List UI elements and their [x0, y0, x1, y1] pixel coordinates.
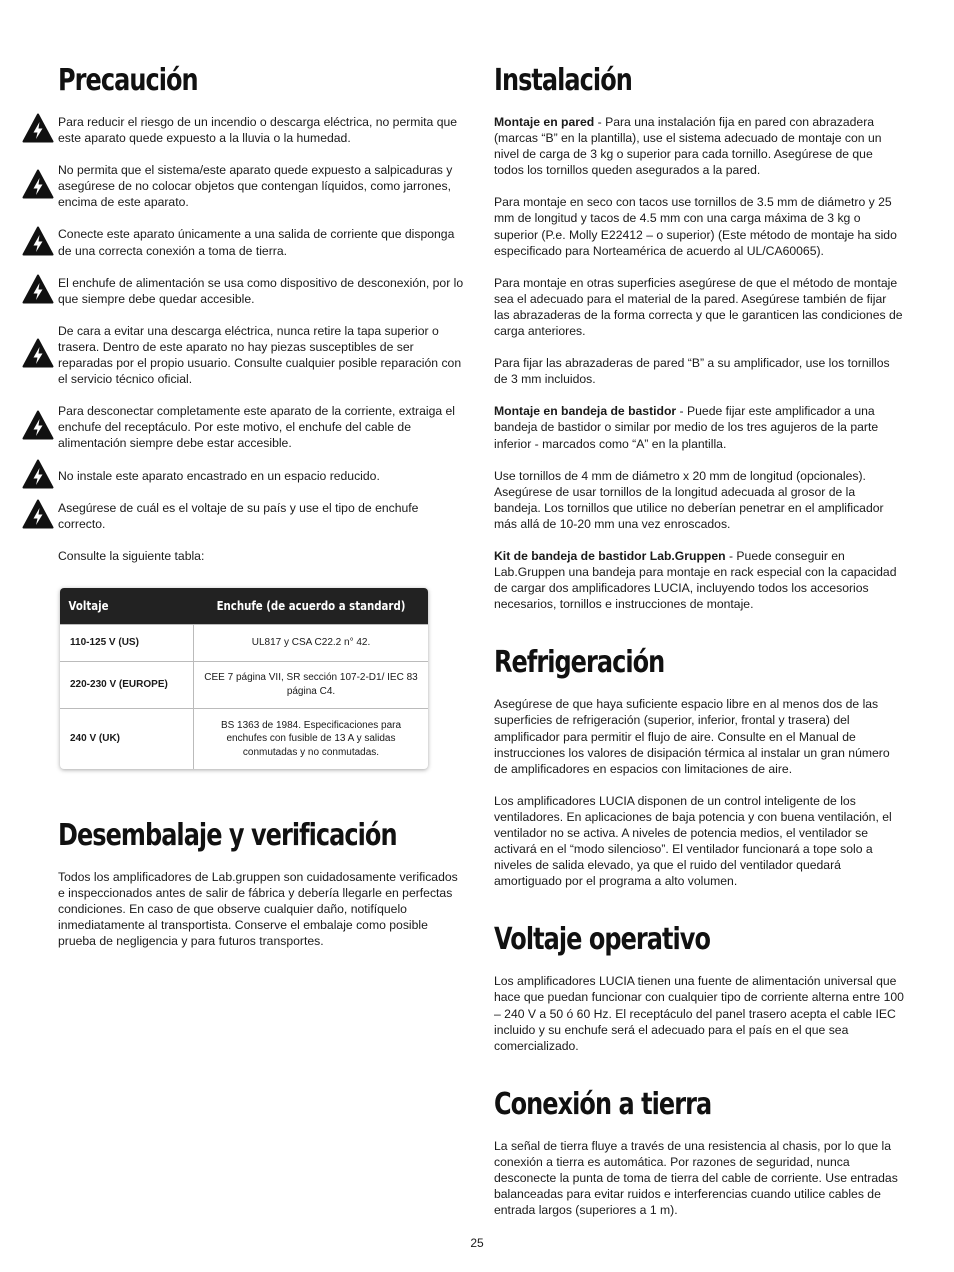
lightning-warning-icon	[22, 226, 54, 256]
warning-text: No instale este aparato encastrado en un espacio reducido.	[58, 468, 380, 483]
inline-bold-term: Kit de bandeja de bastidor Lab.Gruppen	[494, 548, 726, 563]
table-row	[60, 708, 428, 769]
lightning-warning-icon	[22, 338, 54, 368]
table-cell-plug: CEE 7 página VII, SR sección 107-2-D1/ IEC 83 página C4.	[204, 672, 418, 697]
paragraph-text: - Puede conseguir en Lab.Gruppen una bandeja para montaje en rack especial con la capacidad de cargar dos amplificadores LUCIA, incluyendo todos los accesorios necesarios, tornillos e instrucciones de montaje.	[494, 548, 897, 612]
right-column	[494, 60, 904, 1218]
warning-text: Asegúrese de cuál es el voltaje de su país y use el tipo de enchufe correcto.	[58, 500, 419, 531]
voltage-plug-table	[60, 588, 428, 769]
warning-item	[58, 114, 464, 146]
table-header	[60, 588, 428, 624]
lightning-warning-icon	[22, 499, 54, 529]
desembalaje-body: Todos los amplificadores de Lab.gruppen son cuidadosamente verificados e inspeccionados antes de salir de fábrica y debería llegarle en perfectas condiciones. En caso de que observe cualquier daño, notifíquelo inmediatamente al transportista. Conserve el embalaje como posible prueba de negligencia y para futuros transportes.	[58, 869, 458, 949]
warning-item	[58, 468, 464, 484]
paragraph-text: - Puede fijar este amplificador a una bandeja de bastidor o similar por medio de los tres agujeros de la parte inferior - marcados como “A” en la plantilla.	[494, 404, 879, 451]
lightning-warning-icon	[22, 459, 54, 489]
warning-item	[58, 403, 464, 451]
heading-refrigeracion: Refrigeración	[494, 645, 665, 681]
table-cell-voltage: 220-230 V (EUROPE)	[60, 662, 194, 708]
table-cell-voltage: 110-125 V (US)	[60, 625, 194, 661]
instalacion-paragraph: Use tornillos de 4 mm de diámetro x 20 mm de longitud (opcionales). Asegúrese de usar tornillos de la longitud adecuada al grosor de la bandeja. Los tornillos que utilice no deberían penetrar en el amplificador más allá de 10-20 mm una vez enroscados.	[494, 468, 884, 531]
warning-item	[58, 323, 464, 387]
table-row	[60, 661, 428, 708]
lightning-warning-icon	[22, 274, 54, 304]
warning-text: El enchufe de alimentación se usa como dispositivo de desconexión, por lo que siempre debe quedar accesible.	[58, 275, 464, 306]
warning-item	[58, 162, 464, 210]
heading-instalacion: Instalación	[494, 63, 632, 98]
warning-item	[58, 226, 464, 258]
left-column	[58, 60, 464, 949]
table-row	[60, 624, 428, 661]
instalacion-paragraph: Para fijar las abrazaderas de pared “B” a su amplificador, use los tornillos de 3 mm incluidos.	[494, 356, 890, 387]
heading-desembalaje: Desembalaje y verificación	[58, 817, 397, 853]
section-precaucion	[58, 60, 464, 769]
refrigeracion-paragraph: Los amplificadores LUCIA disponen de un control inteligente de los ventiladores. En aplicaciones de baja potencia y con buena ventilación, el ventilador no se activa. A niveles de potencia medios, el ventilador se activará en el “modo silencioso”. El ventilador funcionará a tope solo a niveles de salida elevado, ya que el ruido del ventilador quedará amortiguado por el programa a alto volumen.	[494, 793, 892, 889]
instalacion-paragraph: Para montaje en otras superficies asegúrese de que el método de montaje sea el adecuado para el material de la pared. Asegúrese también de fijar las abrazaderas de la forma correcta y que le garanticen las condiciones de carga anteriores.	[494, 275, 903, 339]
table-cell-plug: UL817 y CSA C22.2 n° 42.	[251, 637, 371, 649]
section-conexion-tierra	[494, 1084, 904, 1218]
instalacion-paragraph: Para montaje en seco con tacos use tornillos de 3.5 mm de diámetro y 25 mm de longitud y tacos de 4.5 mm con una carga máxima de 3 kg o superior (P.e. Molly E22412 – o superior) (Este método de montaje ha sido especificado para Norteamérica de acuerdo al UL/CA60065).	[494, 195, 897, 258]
table-cell-voltage: 240 V (UK)	[60, 709, 194, 769]
warning-text: Conecte este aparato únicamente a una salida de corriente que disponga de una correcta conexión a toma de tierra.	[58, 227, 455, 258]
heading-conexion-tierra: Conexión a tierra	[494, 1086, 712, 1122]
instalacion-paragraph	[494, 548, 904, 612]
table-header-cell: Enchufe (de acuerdo a standard)	[216, 598, 406, 613]
lightning-warning-icon	[22, 113, 54, 143]
warning-text: De cara a evitar una descarga eléctrica, nunca retire la tapa superior o trasera. Dentro de este aparato no hay piezas susceptibles de ser reparadas por el propio usuario. Consulte cualquier posible reparación con el servicio técnico oficial.	[58, 323, 462, 387]
lightning-warning-icon	[22, 410, 54, 440]
refrigeracion-paragraph: Asegúrese de que haya suficiente espacio libre en al menos dos de las superficies de refrigeración (superior, inferior, frontal y trasera) del amplificador para permitir el flujo de aire. Consulte en el Manual de instrucciones los valores de disipación térmica al instalar un gran número de amplificadores en espacios con limitaciones de aire.	[494, 697, 890, 776]
warning-text: No permita que el sistema/este aparato quede expuesto a salpicaduras y asegúrese de no colocar objetos que contengan líquidos, como jarrones, encima de este aparato.	[58, 163, 453, 210]
instalacion-paragraph	[494, 114, 904, 178]
inline-bold-term: Montaje en bandeja de bastidor	[494, 404, 677, 419]
heading-voltaje-operativo: Voltaje operativo	[494, 922, 710, 958]
table-header-cell: Voltaje	[68, 598, 109, 613]
warning-item	[58, 500, 464, 532]
voltaje-paragraph: Los amplificadores LUCIA tienen una fuente de alimentación universal que hace que puedan funcionar con cualquier tipo de corriente alterna entre 100 – 240 V a 50 ó 60 Hz. El receptáculo del panel trasero acepta el cable IEC incluido y su enchufe será el adecuado para el país en el que sea comercializado.	[494, 974, 904, 1053]
section-voltaje-operativo	[494, 919, 904, 1053]
section-desembalaje	[58, 815, 464, 949]
inline-bold-term: Montaje en pared	[494, 115, 595, 129]
section-instalacion	[494, 60, 904, 612]
warning-text: Para desconectar completamente este aparato de la corriente, extraiga el enchufe del receptáculo. Por este motivo, el enchufe del cable de alimentación siempre debe estar accesible.	[58, 404, 455, 451]
warning-text: Para reducir el riesgo de un incendio o descarga eléctrica, no permita que este aparato quede expuesto a la lluvia o la humedad.	[58, 115, 458, 146]
table-cell-plug: BS 1363 de 1984. Especificaciones para enchufes con fusible de 13 A y salidas conmutadas y no conmutadas.	[220, 719, 402, 758]
instalacion-paragraph	[494, 403, 904, 451]
heading-precaucion: Precaución	[58, 63, 198, 98]
lightning-warning-icon	[22, 169, 54, 199]
page-number: 25	[470, 1236, 484, 1250]
warning-item	[58, 275, 464, 307]
conexion-paragraph: La señal de tierra fluye a través de una resistencia al chasis, por lo que la conexión a tierra es automática. Por razones de seguridad, nunca desconecte la punta de toma de tierra del cable de corriente. Use entradas balanceadas para evitar ruidos e interferencias cuando utilice cables de entrada largos (superiores a 1 m).	[494, 1138, 898, 1218]
section-refrigeracion	[494, 642, 904, 889]
table-intro: Consulte la siguiente tabla:	[58, 548, 205, 563]
paragraph-text: - Para una instalación fija en pared con abrazadera (marcas “B” en la plantilla), use el sistema adecuado de montaje con un nivel de carga de 3 kg o superior para cada tornillo. Asegúrese de que todos los tornillos queden asegurados a la pared.	[494, 115, 882, 178]
